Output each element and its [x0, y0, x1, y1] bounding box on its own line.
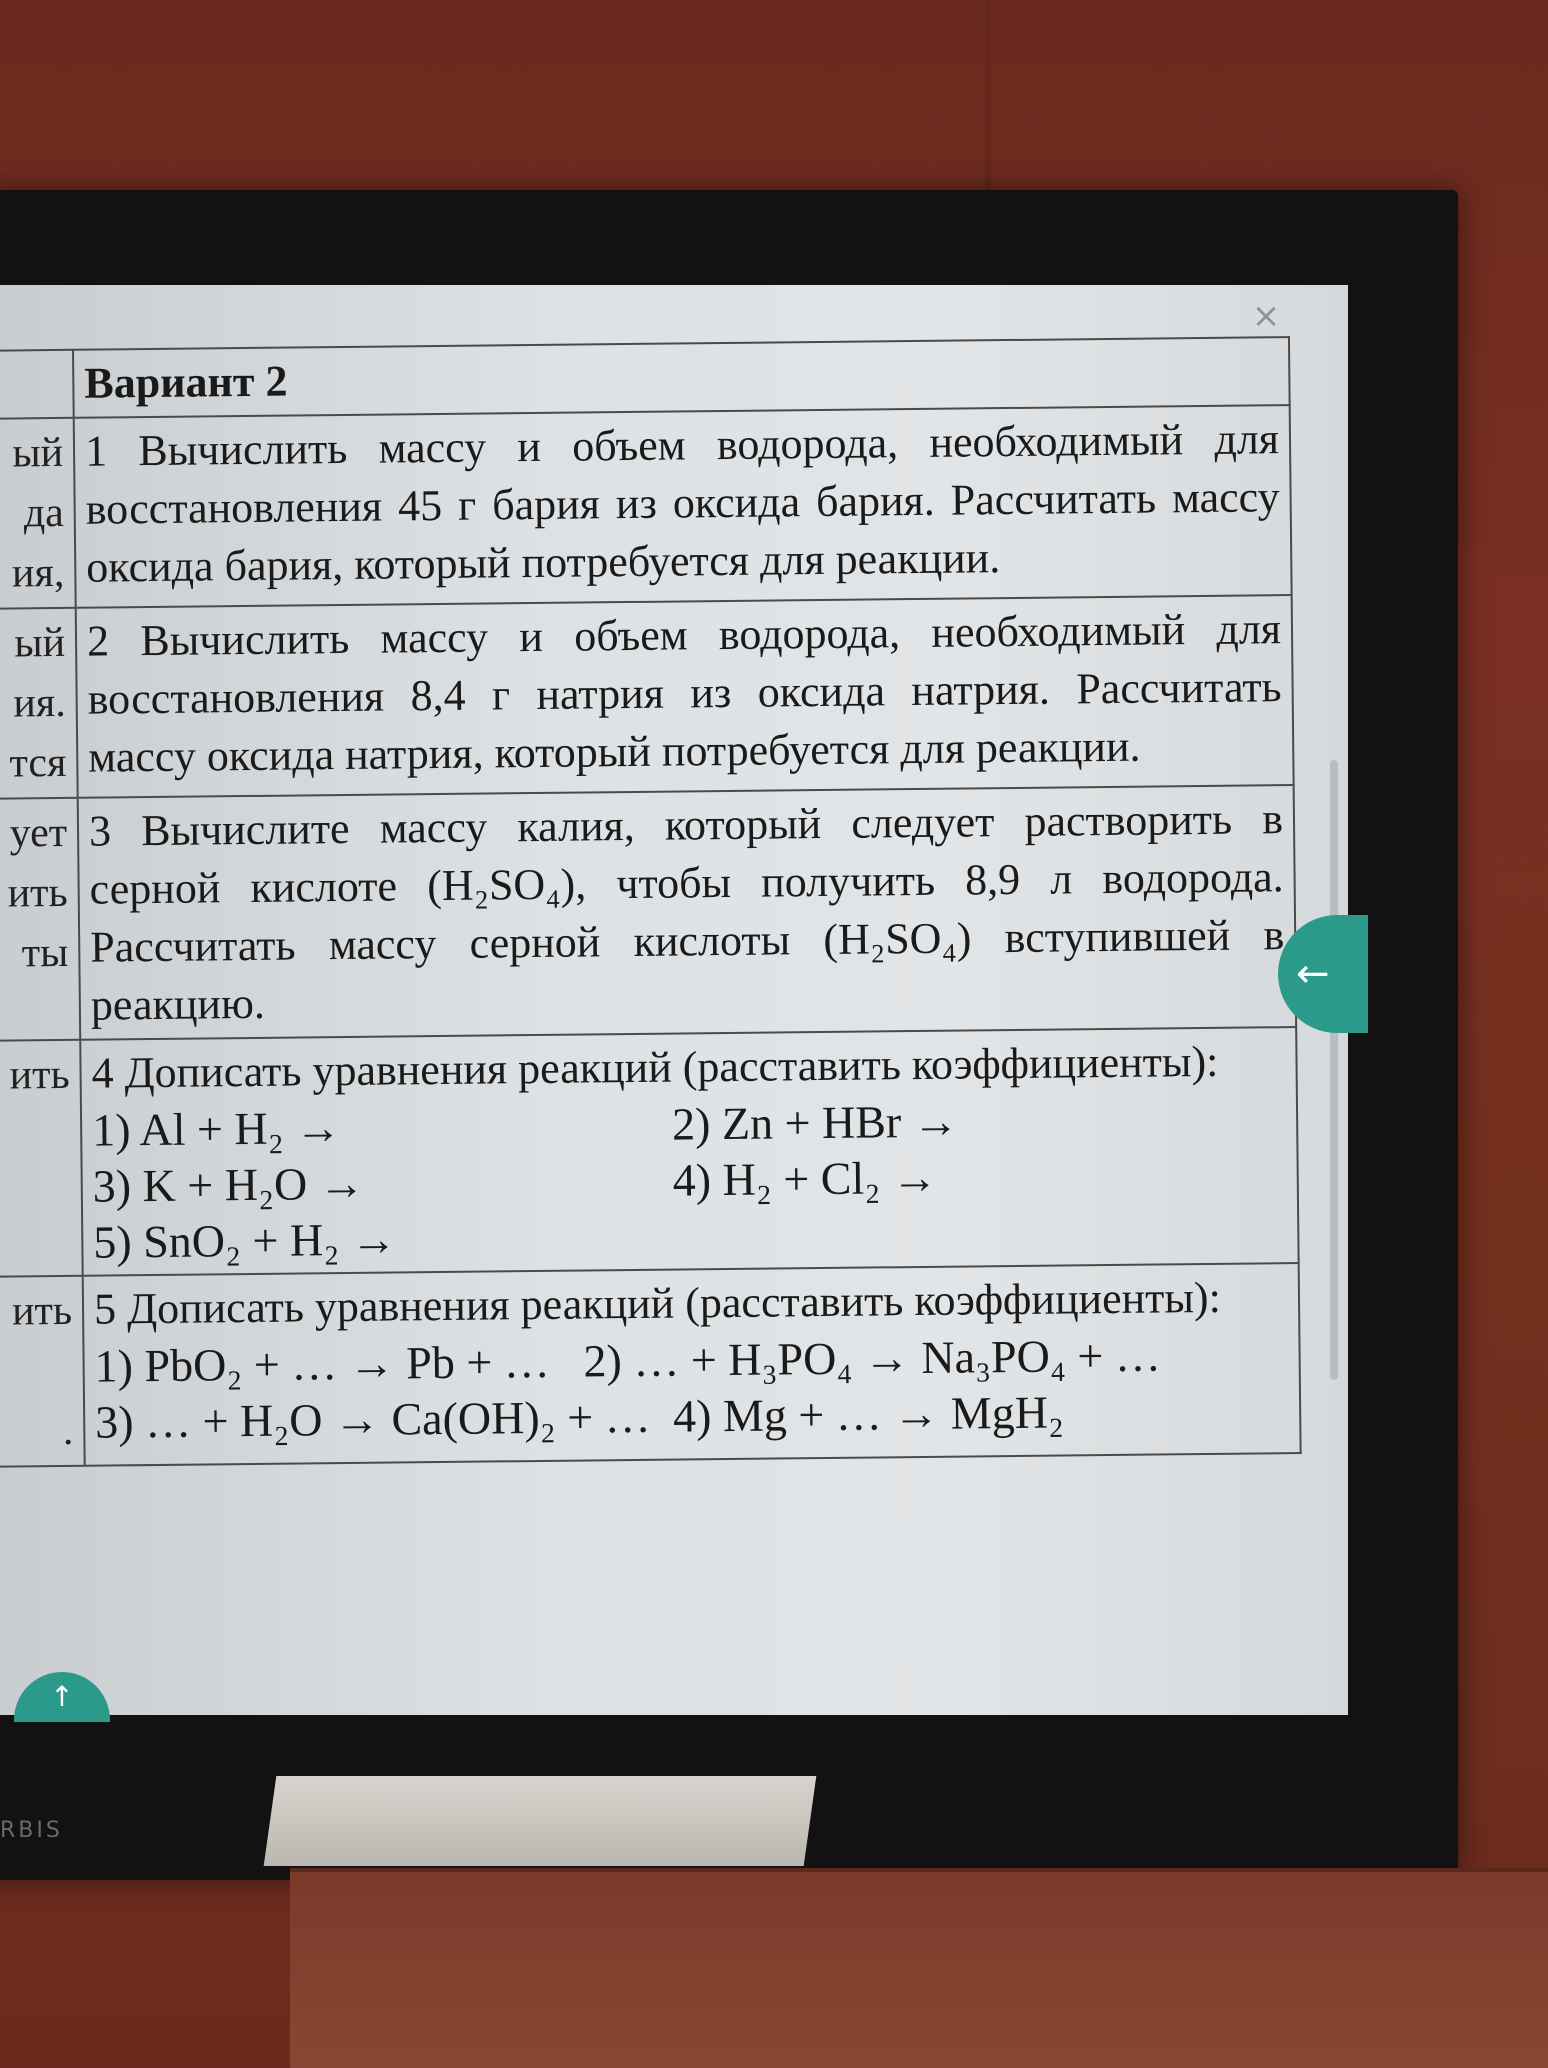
left-fragment: ый: [14, 619, 66, 667]
equation: 5) SnO₂ + H₂ →: [93, 1213, 397, 1268]
variant-header: Вариант 2: [73, 337, 1290, 418]
left-fragment: ует: [9, 809, 68, 857]
left-column-cell: [0, 608, 78, 799]
equation: 3) K + H₂O →: [92, 1157, 365, 1212]
task-3: 3 Вычислите массу калия, который следует растворить в серной кислоте (H₂SO₄), чтобы получить 8,9 л водорода. Рассчитать массу серной кислоты (H₂SO₄) вступившей в реакцию.: [78, 785, 1296, 1040]
arrow-up-icon[interactable]: ↑: [14, 1672, 110, 1722]
scrollbar[interactable]: [1330, 760, 1338, 1380]
left-fragment: да: [23, 489, 64, 537]
left-fragment: ия,: [11, 549, 65, 597]
left-fragment: ить: [7, 869, 68, 917]
left-fragment: тся: [9, 739, 67, 787]
left-column-cell: [0, 798, 80, 1041]
paper-stack: [264, 1776, 817, 1866]
left-column-cell: [0, 1276, 85, 1467]
equation: 2) Zn + HBr →: [671, 1095, 959, 1150]
task-4: [80, 1027, 1298, 1276]
equation: 2) … + H₃PO₄ → Na₃PO₄ + …: [583, 1329, 1162, 1387]
equation: 1) PbO₂ + … → Pb + …: [94, 1335, 551, 1392]
task-2: 2 Вычислить массу и объем водорода, необходимый для восстановления 8,4 г натрия из оксида натрия. Рассчитать массу оксида натрия, который потребуется для реакции.: [76, 595, 1294, 798]
task-4-equations: [92, 1090, 1288, 1270]
task-1: 1 Вычислить массу и объем водорода, необходимый для восстановления 45 г бария из оксида бария. Рассчитать массу оксида бария, который потребуется для реакции.: [74, 405, 1292, 608]
equation: 1) Al + H₂ →: [91, 1102, 342, 1156]
left-fragment: ить: [9, 1051, 70, 1099]
equation: 3) … + H₂O → Ca(OH)₂ + …: [94, 1390, 651, 1448]
left-fragment: .: [62, 1407, 74, 1454]
task-5-equations: [94, 1326, 1289, 1450]
left-fragment: ить: [11, 1287, 73, 1335]
left-fragment: ты: [21, 929, 69, 977]
equation: 4) H₂ + Cl₂ →: [672, 1151, 939, 1206]
left-fragment: ия.: [13, 679, 66, 727]
left-column-cell: [0, 418, 76, 609]
variant-table: [0, 336, 1302, 1468]
task-5: [83, 1263, 1301, 1466]
tv-stand-table: [290, 1868, 1548, 2068]
close-icon[interactable]: ×: [1251, 296, 1281, 336]
tv-brand-logo: RBIS: [0, 1818, 63, 1843]
arrow-left-icon[interactable]: ←: [1278, 915, 1368, 1033]
task-4-intro: 4 Дописать уравнения реакций (расставить коэффициенты):: [91, 1036, 1219, 1098]
left-column-cell: [0, 350, 74, 419]
task-5-intro: 5 Дописать уравнения реакций (расставить коэффициенты):: [93, 1272, 1222, 1334]
left-column-cell: [0, 1040, 83, 1277]
equation: 4) Mg + … → MgH₂: [672, 1386, 1065, 1442]
left-fragment: ый: [12, 429, 64, 477]
